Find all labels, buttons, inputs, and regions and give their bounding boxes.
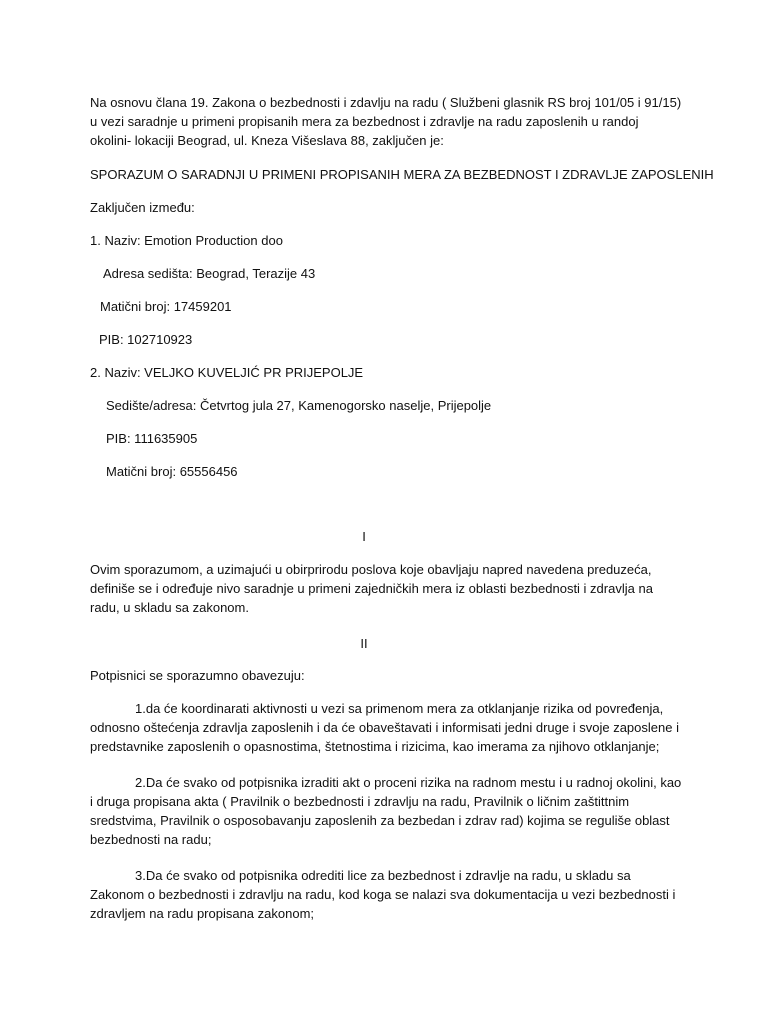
party2-pib: PIB: 111635905 (106, 431, 198, 446)
party1-name: 1. Naziv: Emotion Production doo (90, 233, 283, 248)
section1-paragraph: Ovim sporazumom, a uzimajući u obirprirodu poslova koje obavljaju napred navedena preduzeća, definiše se i određuje nivo saradnje u primeni zajedničkih mera iz oblasti bezbednosti i zdravlja na radu, u skladu sa zakonom. (90, 562, 653, 615)
party2-address: Sedište/adresa: Četvrtog jula 27, Kamenogorsko naselje, Prijepolje (106, 398, 492, 413)
section2-lead: Potpisnici se sporazumno obavezuju: (90, 668, 305, 683)
obligation-item: 2.Da će svako od potpisnika izraditi akt o proceni rizika na radnom mestu i u radnoj okolini, kao i druga propisana akta ( Pravilnik o bezbednosti i zdravlju na radu, Pravilnik o ličnim zaštittnim sredstvima, Pravilnik o osposobavanju zaposlenih za bezbedan i zdrav rad) kojima se reguliše oblast bezbednosti na radu; (90, 775, 682, 847)
concluded-between-label: Zaključen između: (90, 200, 195, 215)
intro-paragraph: Na osnovu člana 19. Zakona o bezbednosti i zdavlju na radu ( Službeni glasnik RS broj 101/05 i 91/15) u vezi saradnje u primeni propisanih mera za bezbednost i zdravlje na radu zaposlenih u randoj okolini- lokaciji Beograd, ul. Kneza Višeslava 88, zaključen je: (90, 95, 682, 148)
party2-name: 2. Naziv: VELJKO KUVELJIĆ PR PRIJEPOLJE (90, 365, 364, 380)
section1-heading: I (362, 529, 366, 544)
agreement-title: SPORAZUM O SARADNJI U PRIMENI PROPISANIH MERA ZA BEZBEDNOST I ZDRAVLJE ZAPOSLENIH (90, 167, 714, 182)
obligation-item: 1.da će koordinarati aktivnosti u vezi sa primenom mera za otklanjanje rizika od povređenja, odnosno oštećenja zdravlja zaposlenih i da će obaveštavati i informisati jedni druge i svoje zaposlene i predstavnike zaposlenih o opasnostima, štetnostima i rizicima, kao imerama za njihovo otklanjanje; (90, 701, 679, 754)
party1-address: Adresa sedišta: Beograd, Terazije 43 (103, 266, 316, 281)
obligation-item: 3.Da će svako od potpisnika odrediti lice za bezbednost i zdravlje na radu, u skladu sa Zakonom o bezbednosti i zdravlju na radu, kod koga se nalazi sva dokumentacija u vezi bezbednosti i zdravljem na radu propisana zakonom; (90, 868, 676, 921)
party2-registration-number: Matični broj: 65556456 (106, 464, 238, 479)
party1-registration-number: Matični broj: 17459201 (100, 299, 232, 314)
section2-heading: II (360, 636, 368, 651)
party1-pib: PIB: 102710923 (99, 332, 193, 347)
